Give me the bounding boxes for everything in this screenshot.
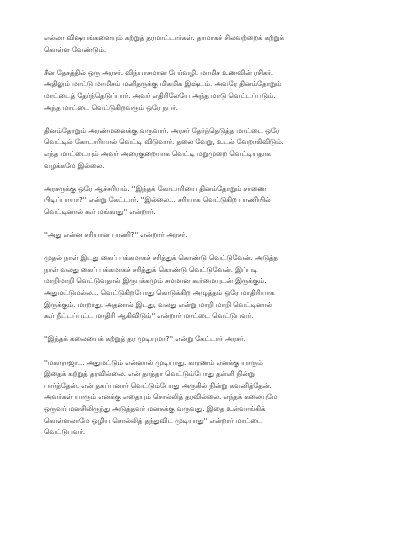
text-line: அரசருக்கு ஒரே ஆச்சரியம். ''இந்தக் கோடாரியை தினம்தோறும் சாணை <box>44 184 267 193</box>
text-line: வெட்டில் கோடாரியால் வெட்டி விடுவார். தலை வேறு, உடல் வேறாகிவிடும். <box>44 138 284 147</box>
text-line: முதல் நாள் இடது கைப் பக்கமாகச் சரித்துக் கொண்டு வெட்டுவேன். அடுத்த <box>44 254 278 263</box>
text-line: அதுமட்டுமல்ல... வெட்டுகிறபோது கொடுக்கிற அழுத்தம் ஒரே மாதிரியாக <box>44 289 275 298</box>
text-line: அவர்கள் யாரும் எனக்கு எதையும் சொல்லித் தரவில்லை. எந்தக் கலையுமே <box>44 393 278 402</box>
text-line: சீன தேசத்தில் ஒரு அரசர். விந்யாசமான பேர்வழி. மாமிச உணவின் ரசிகர். <box>44 68 274 77</box>
text-line: மாட்டைத் தேர்ந்தெடுப்பார். அவர் எதிரிலேயே அந்த மாடு வெட்டப்படும். <box>44 91 276 100</box>
paragraph-teach-request <box>44 334 396 346</box>
text-line: மாறிமாறி வெட்டுவதால் இருபக்கமும் சமமான கூர்மையுடன் இருக்கும். <box>44 277 267 286</box>
paragraph-right-way <box>44 230 396 242</box>
text-line: நாள் வலது கைப் பக்கமாகச் சரித்துக் கொண்டு வெட்டுவேன். இப்படி <box>44 265 258 274</box>
text-line: வெட்டுபவர். <box>44 428 86 437</box>
text-line: கொள்ளலாமே ஒழிய சொல்லித் தந்துவிட முடியாது'' என்றார் மாட்டை <box>44 416 263 425</box>
text-line: பார்த்தேன். என் தகப்பனார் வெட்டும்போது அருகில் நின்று கவனித்தேன். <box>44 381 272 390</box>
paragraph-answer <box>44 358 396 439</box>
text-line: வெட்டினால் கூர் மங்காது'' என்றார். <box>44 207 156 216</box>
text-line: ''மகாராஜா... அதுமட்டும் என்னால் முடியாது. காரணம் எனக்கு யாரும் <box>44 358 263 367</box>
paragraph-question <box>44 184 396 219</box>
text-line: அந்த மாட்டை வெட்டுகிறவரும் ஒரே நபர். <box>44 103 178 112</box>
text-line: வழக்கமே இல்லை. <box>44 161 105 170</box>
text-line: அதிலும் மாட்டு மாமிசம் மனிதருக்கு மிகமிக இஷ்டம். அவரே தினம்தோறும் <box>44 80 282 89</box>
text-line: பிடிப்பாயா?'' என்று கேட்டார். ''இல்லை... சரியாக வெட்டுகிற பாணியில் <box>44 196 271 205</box>
text-line: ஒருவர் மனசிலிருந்து அடுத்தவர் மனசுக்கு வருவது. இதை உள்வாங்கிக் <box>44 405 266 413</box>
paragraph-butcher <box>44 126 396 172</box>
paragraph-king <box>44 68 396 114</box>
text-line: ''அது என்ன சரியான பாணி?'' என்றார் அரசர். <box>44 231 188 240</box>
text-line: கூர் நீட்டப்பட்ட மாதிரி ஆகிவிடும்'' என்றார் மாட்டை வெட்டுபவர். <box>44 312 254 321</box>
text-line: ''இந்தக் கலையைக் கற்றுத் தர முடியுமா?'' என்று கேட்டார் அரசர். <box>44 335 246 344</box>
text-line: கொள்ள வேண்டும். <box>44 45 107 54</box>
text-line: எந்த மாட்டையும் அவர் அரைகுறையாக வெட்டி மறுமுறை வெட்டியதாக <box>44 149 271 158</box>
text-line: இருக்கும். மாறாது. அதனால் இடது, வலது என்று மாறி மாறி வெட்டினால் <box>44 300 273 309</box>
paragraph-intro <box>44 33 396 56</box>
text-line: இதைக் கற்றுத் தரவில்லை. என் தாத்தா வெட்டும்போது தள்ளி நின்று <box>44 370 255 379</box>
paragraph-technique <box>44 253 396 323</box>
text-line: தினம்தோறும் அரண்மனைக்கு வருவார். அரசர் தேர்ந்தெடுத்த மாட்டை ஒரே <box>44 126 280 135</box>
text-line: எல்லா விஷயங்களையும் கற்றுத் தரமாட்டார்கள். தாமாகச் சிலவற்றைக் கற்றுக் <box>44 34 284 42</box>
